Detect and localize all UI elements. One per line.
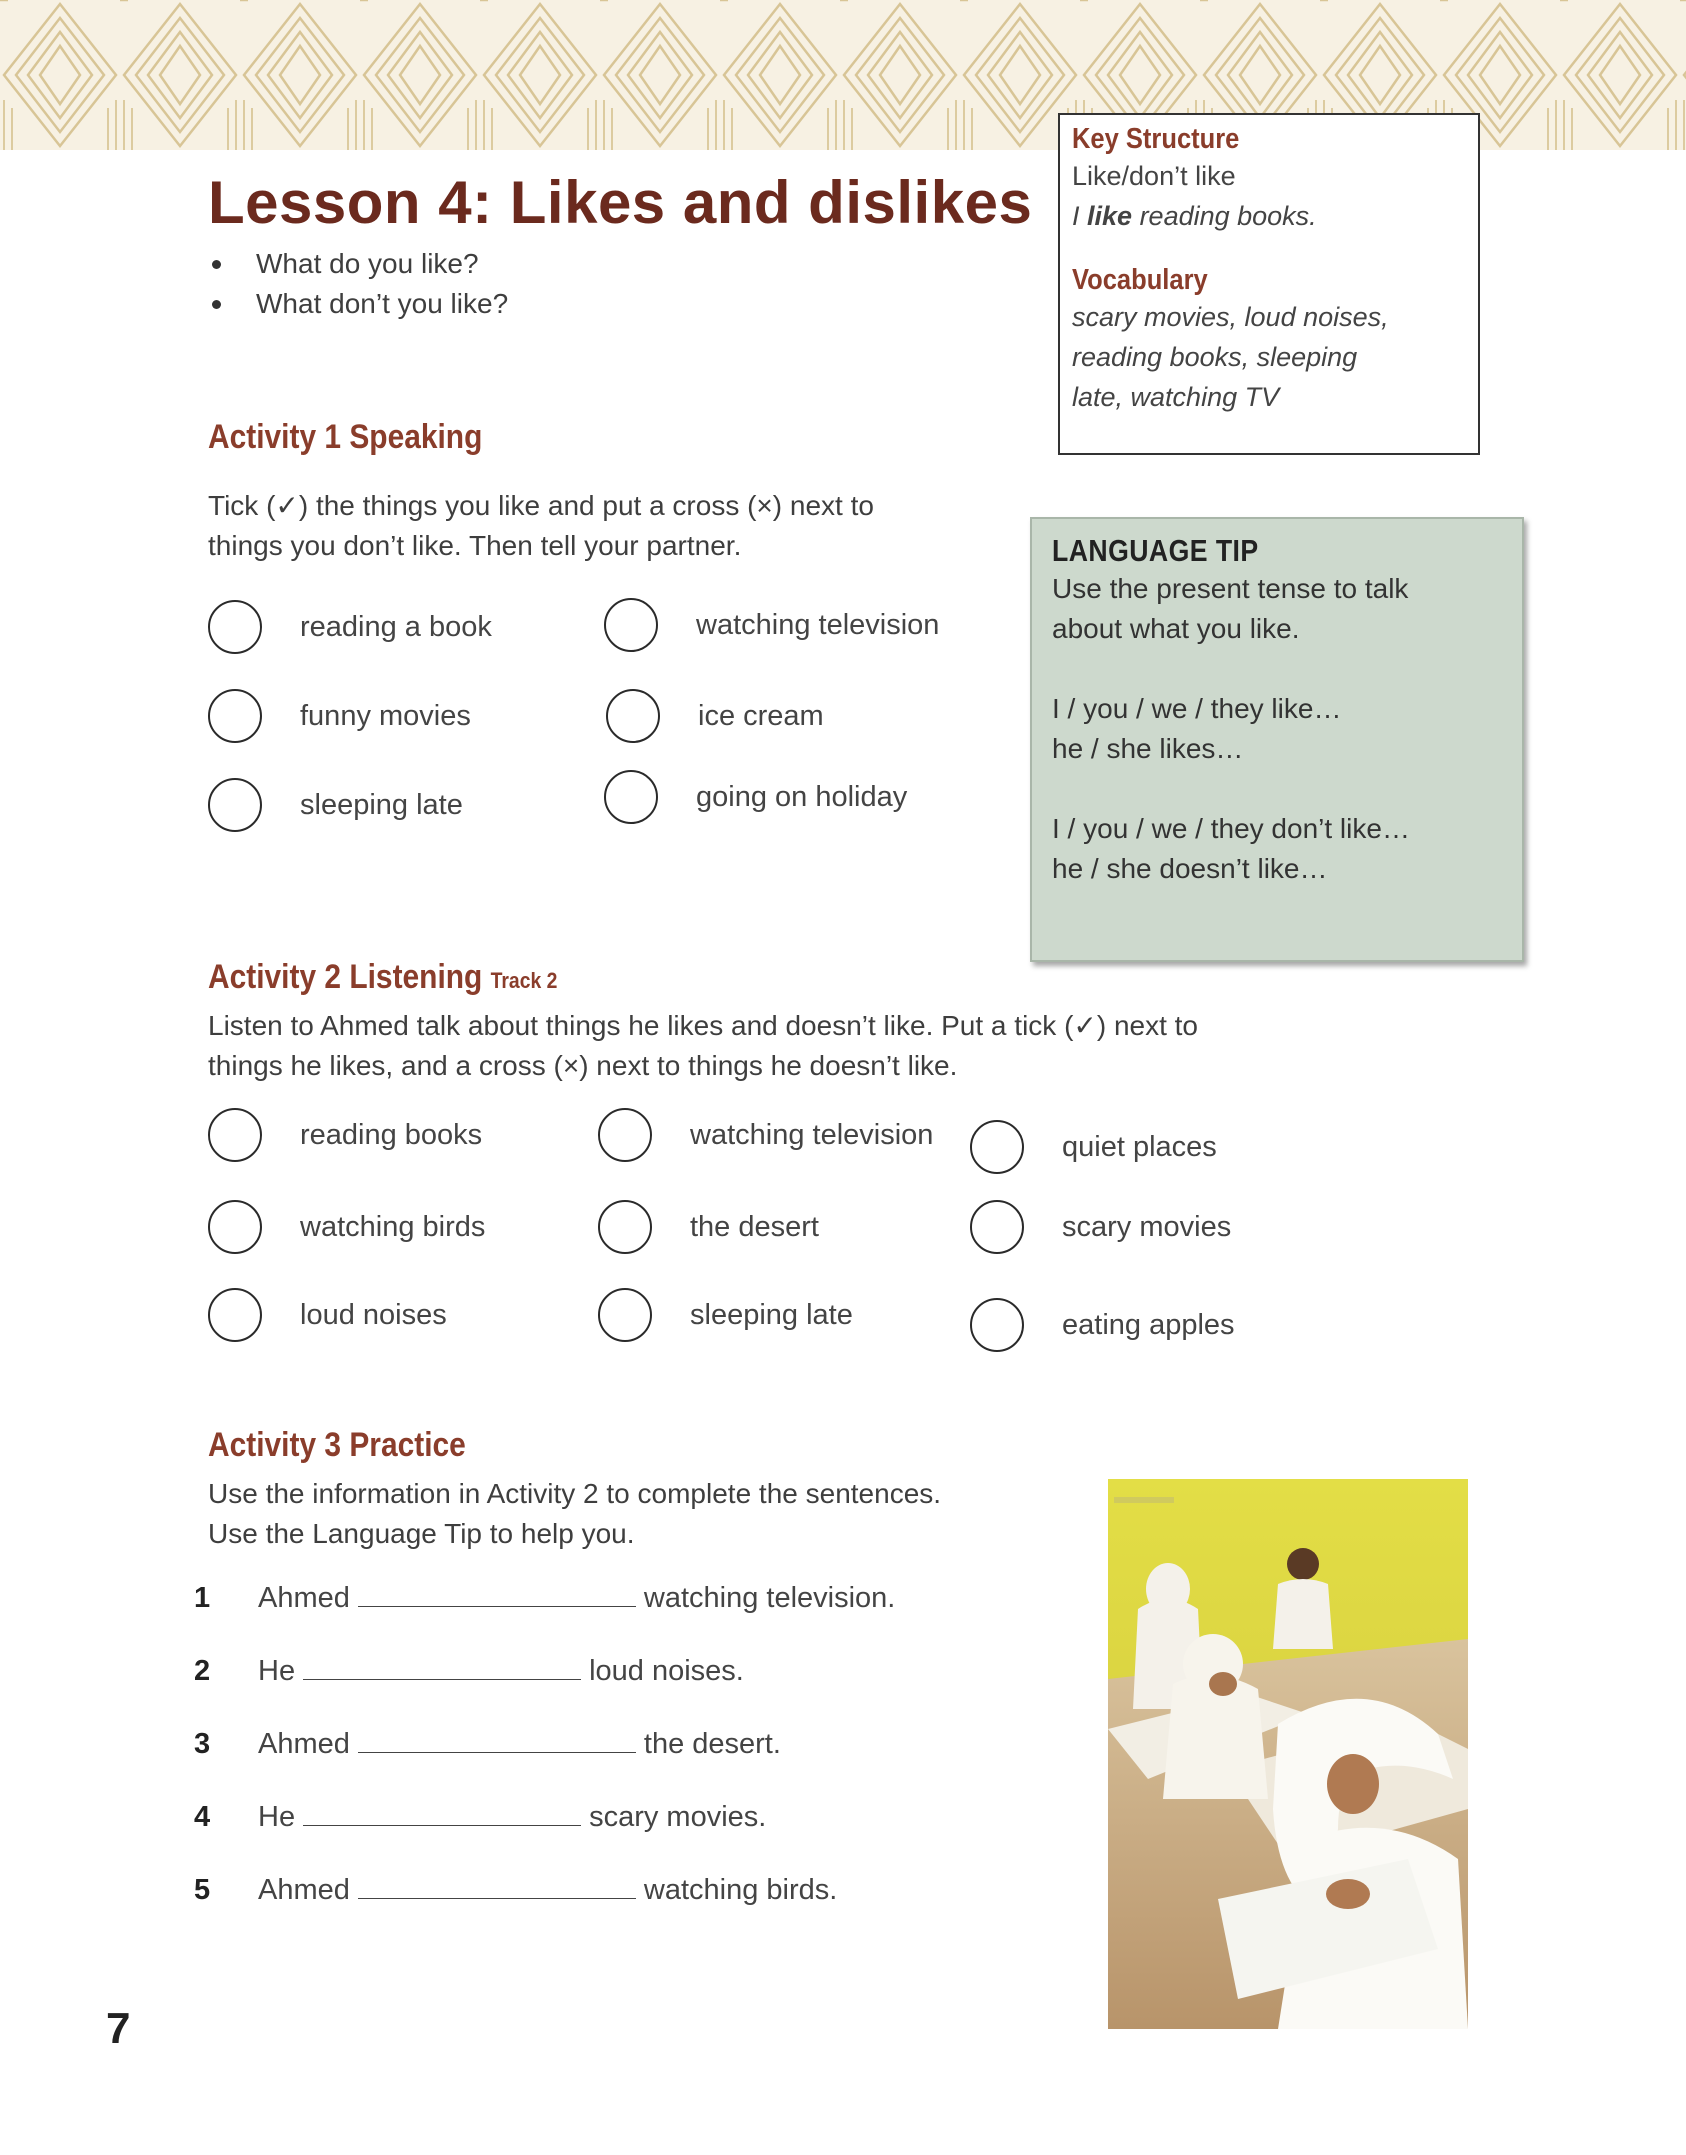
activity1-option: going on holiday (604, 770, 907, 824)
activity1-heading: Activity 1 Speaking (208, 418, 483, 456)
activity2-option: watching birds (208, 1200, 485, 1254)
activity2-option: reading books (208, 1108, 482, 1162)
activity2-instructions: Listen to Ahmed talk about things he likes and doesn’t like. Put a tick (✓) next to things he likes, and a cross (×) next to things he doesn’t like. (208, 1010, 1199, 1081)
answer-circle[interactable] (606, 689, 660, 743)
vocabulary-line: late, watching TV (1072, 382, 1280, 412)
activity1-option: watching television (604, 598, 939, 652)
answer-blank[interactable] (358, 1872, 636, 1899)
key-structure-example: I like reading books. (1072, 201, 1317, 231)
lesson-question: What do you like? (208, 244, 508, 284)
language-tip-line: I / you / we / they don’t like… (1052, 813, 1410, 844)
activity1-instructions: Tick (✓) the things you like and put a cross (×) next to things you don’t like. Then tell your partner. (208, 490, 874, 561)
activity2-heading: Activity 2 Listening Track 2 (208, 958, 558, 996)
activity2-option: quiet places (970, 1120, 1217, 1174)
answer-circle[interactable] (970, 1298, 1024, 1352)
answer-circle[interactable] (604, 598, 658, 652)
answer-blank[interactable] (358, 1726, 636, 1753)
answer-circle[interactable] (208, 600, 262, 654)
answer-circle[interactable] (208, 778, 262, 832)
answer-circle[interactable] (208, 1288, 262, 1342)
practice-sentence: 2 He loud noises. (194, 1655, 744, 1687)
activity3-instructions: Use the information in Activity 2 to complete the sentences. Use the Language Tip to help you. (208, 1478, 942, 1549)
practice-sentence: 3 Ahmed the desert. (194, 1728, 781, 1760)
activity2-option: watching television (598, 1108, 933, 1162)
language-tip-box (1030, 517, 1524, 962)
track-label: Track 2 (490, 968, 558, 993)
page-number: 7 (106, 2004, 131, 2053)
lesson-title: Lesson 4: Likes and dislikes (208, 169, 1033, 236)
activity2-option: scary movies (970, 1200, 1231, 1254)
activity2-option: eating apples (970, 1298, 1235, 1352)
activity1-option: ice cream (606, 689, 824, 743)
language-tip-heading: LANGUAGE TIP (1052, 533, 1259, 568)
answer-circle[interactable] (208, 1108, 262, 1162)
activity1-option: funny movies (208, 689, 471, 743)
answer-circle[interactable] (604, 770, 658, 824)
students-photo (1108, 1479, 1468, 2029)
activity1-option: sleeping late (208, 778, 463, 832)
lesson-question: What don’t you like? (208, 284, 508, 324)
key-structure-box (1058, 113, 1480, 455)
practice-sentence: 5 Ahmed watching birds. (194, 1874, 838, 1906)
answer-blank[interactable] (358, 1580, 636, 1607)
answer-circle[interactable] (598, 1288, 652, 1342)
language-tip-spacer (1052, 769, 1502, 809)
language-tip-spacer (1052, 649, 1502, 689)
answer-circle[interactable] (208, 1200, 262, 1254)
practice-sentence: 1 Ahmed watching television. (194, 1582, 896, 1614)
lesson-questions (208, 244, 508, 324)
vocabulary-heading: Vocabulary (1072, 264, 1208, 296)
language-tip-line: about what you like. (1052, 613, 1300, 644)
answer-circle[interactable] (208, 689, 262, 743)
answer-circle[interactable] (970, 1120, 1024, 1174)
answer-blank[interactable] (303, 1799, 581, 1826)
language-tip-line: he / she likes… (1052, 733, 1244, 764)
activity1-option: reading a book (208, 600, 492, 654)
key-structure-heading: Key Structure (1072, 123, 1240, 155)
vocabulary-line: reading books, sleeping (1072, 342, 1358, 372)
key-structure-line: Like/don’t like (1072, 161, 1236, 191)
language-tip-line: he / she doesn’t like… (1052, 853, 1328, 884)
vocabulary-line: scary movies, loud noises, (1072, 302, 1389, 332)
answer-circle[interactable] (970, 1200, 1024, 1254)
activity3-heading: Activity 3 Practice (208, 1426, 466, 1464)
language-tip-line: Use the present tense to talk (1052, 573, 1409, 604)
activity2-option: the desert (598, 1200, 819, 1254)
answer-blank[interactable] (303, 1653, 581, 1680)
practice-sentence: 4 He scary movies. (194, 1801, 767, 1833)
answer-circle[interactable] (598, 1200, 652, 1254)
activity2-option: sleeping late (598, 1288, 853, 1342)
language-tip-line: I / you / we / they like… (1052, 693, 1342, 724)
answer-circle[interactable] (598, 1108, 652, 1162)
activity2-option: loud noises (208, 1288, 447, 1342)
